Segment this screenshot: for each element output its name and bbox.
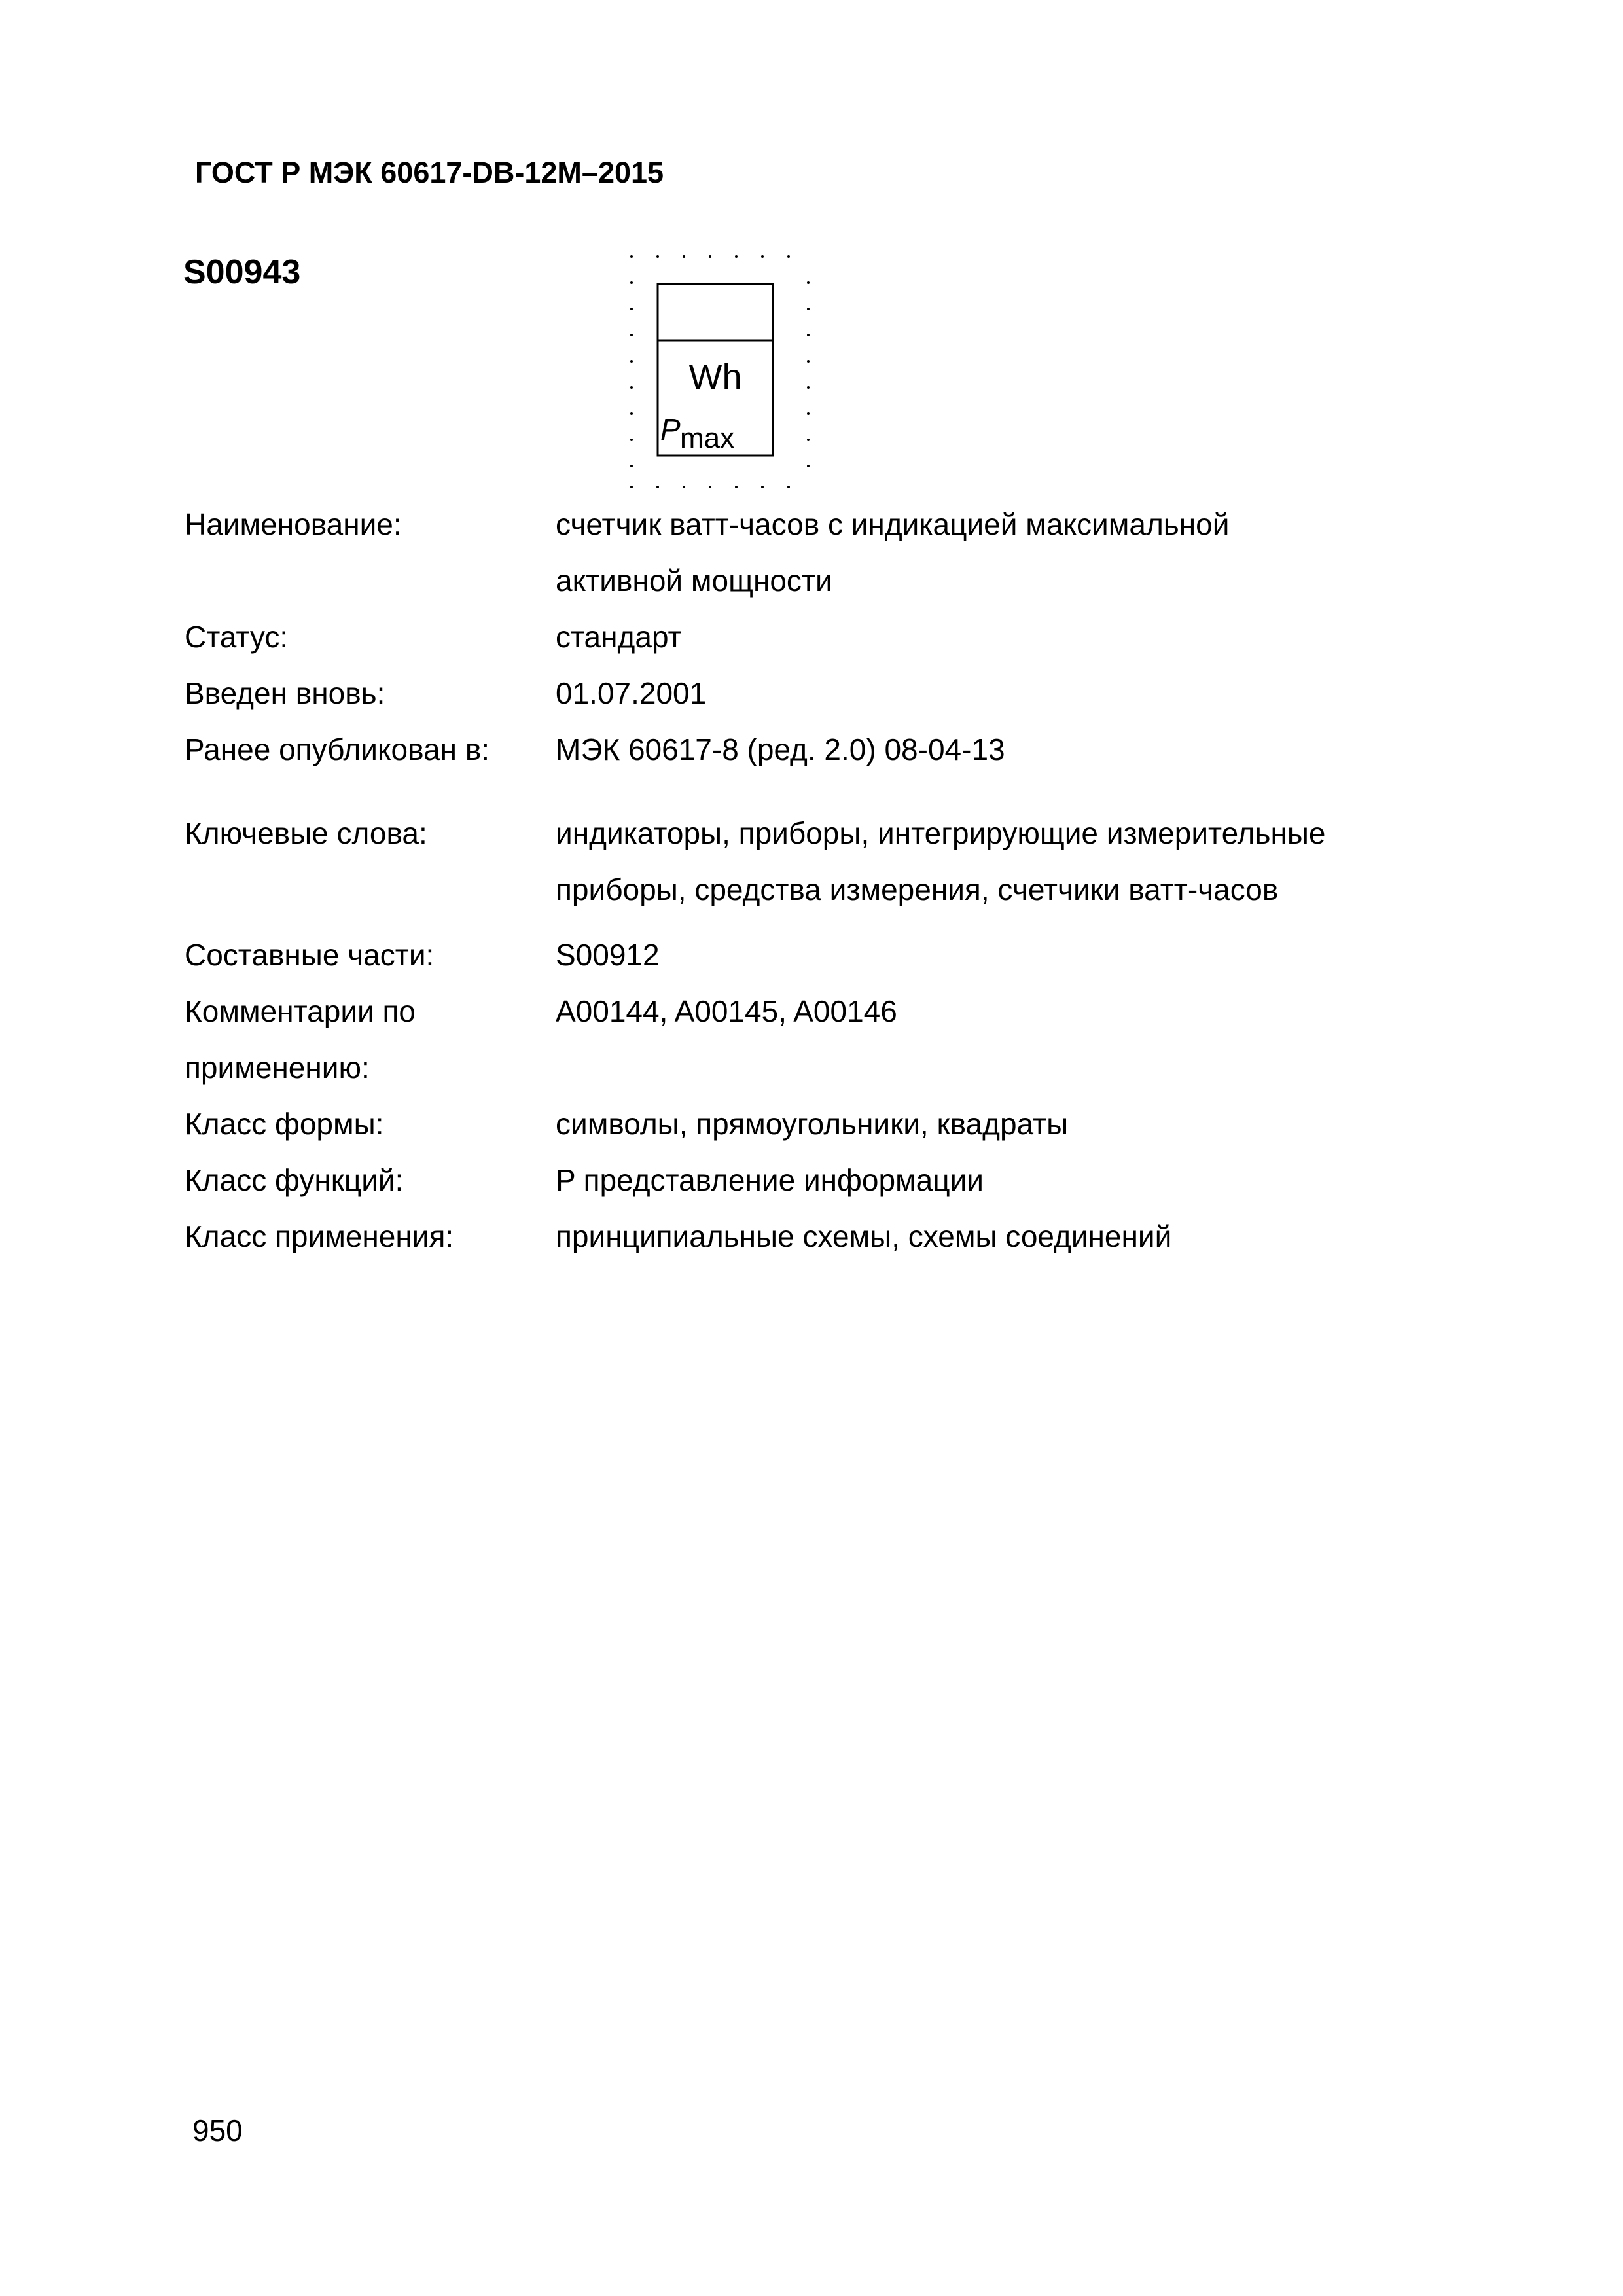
meter-quantity-subscript: max bbox=[680, 422, 735, 454]
name-value-line2: активной мощности bbox=[556, 564, 832, 598]
row-published bbox=[185, 721, 1454, 778]
status-value: стандарт bbox=[556, 620, 682, 654]
shape-class-label: Класс формы: bbox=[185, 1107, 384, 1141]
function-class-value: P представление информации bbox=[556, 1163, 984, 1197]
comments-label-line1: Комментарии по bbox=[185, 994, 416, 1028]
row-name bbox=[185, 496, 1454, 552]
introduced-value: 01.07.2001 bbox=[556, 676, 707, 710]
parts-label: Составные части: bbox=[185, 938, 435, 972]
row-parts bbox=[185, 927, 1454, 983]
application-class-label: Класс применения: bbox=[185, 1219, 454, 1253]
keywords-value-line2: приборы, средства измерения, счетчики ватт-часов bbox=[556, 872, 1279, 906]
meter-unit-label: Wh bbox=[688, 357, 742, 397]
comments-value: A00144, A00145, A00146 bbox=[556, 994, 897, 1028]
function-class-label: Класс функций: bbox=[185, 1163, 404, 1197]
symbol-graphic bbox=[625, 249, 821, 491]
published-label: Ранее опубликован в: bbox=[185, 732, 490, 766]
published-value: МЭК 60617-8 (ред. 2.0) 08-04-13 bbox=[556, 732, 1005, 766]
shape-class-value: символы, прямоугольники, квадраты bbox=[556, 1107, 1069, 1141]
introduced-label: Введен вновь: bbox=[185, 676, 385, 710]
name-label: Наименование: bbox=[185, 507, 402, 541]
symbol-info-table bbox=[185, 496, 1454, 1265]
keywords-value-line1: индикаторы, приборы, интегрирующие измерительные bbox=[556, 816, 1326, 850]
standard-title: ГОСТ Р МЭК 60617-DB-12M–2015 bbox=[195, 156, 664, 189]
symbol-code: S00943 bbox=[183, 253, 301, 291]
page-number: 950 bbox=[192, 2113, 243, 2147]
status-label: Статус: bbox=[185, 620, 289, 654]
row-comments-continued bbox=[185, 1039, 1454, 1096]
row-keywords bbox=[185, 805, 1454, 861]
row-application-class bbox=[185, 1208, 1454, 1265]
keywords-label: Ключевые слова: bbox=[185, 816, 427, 850]
row-introduced bbox=[185, 665, 1454, 721]
row-keywords-continued bbox=[185, 861, 1454, 918]
row-status bbox=[185, 609, 1454, 665]
name-value-line1: счетчик ватт-часов с индикацией максимальной bbox=[556, 507, 1230, 541]
row-shape-class bbox=[185, 1096, 1454, 1152]
row-function-class bbox=[185, 1152, 1454, 1208]
application-class-value: принципиальные схемы, схемы соединений bbox=[556, 1219, 1172, 1253]
row-comments bbox=[185, 983, 1454, 1039]
parts-value: S00912 bbox=[556, 938, 660, 972]
meter-quantity-symbol: P bbox=[660, 412, 681, 446]
comments-label-line2: применению: bbox=[185, 1050, 370, 1085]
row-name-continued bbox=[185, 552, 1454, 609]
